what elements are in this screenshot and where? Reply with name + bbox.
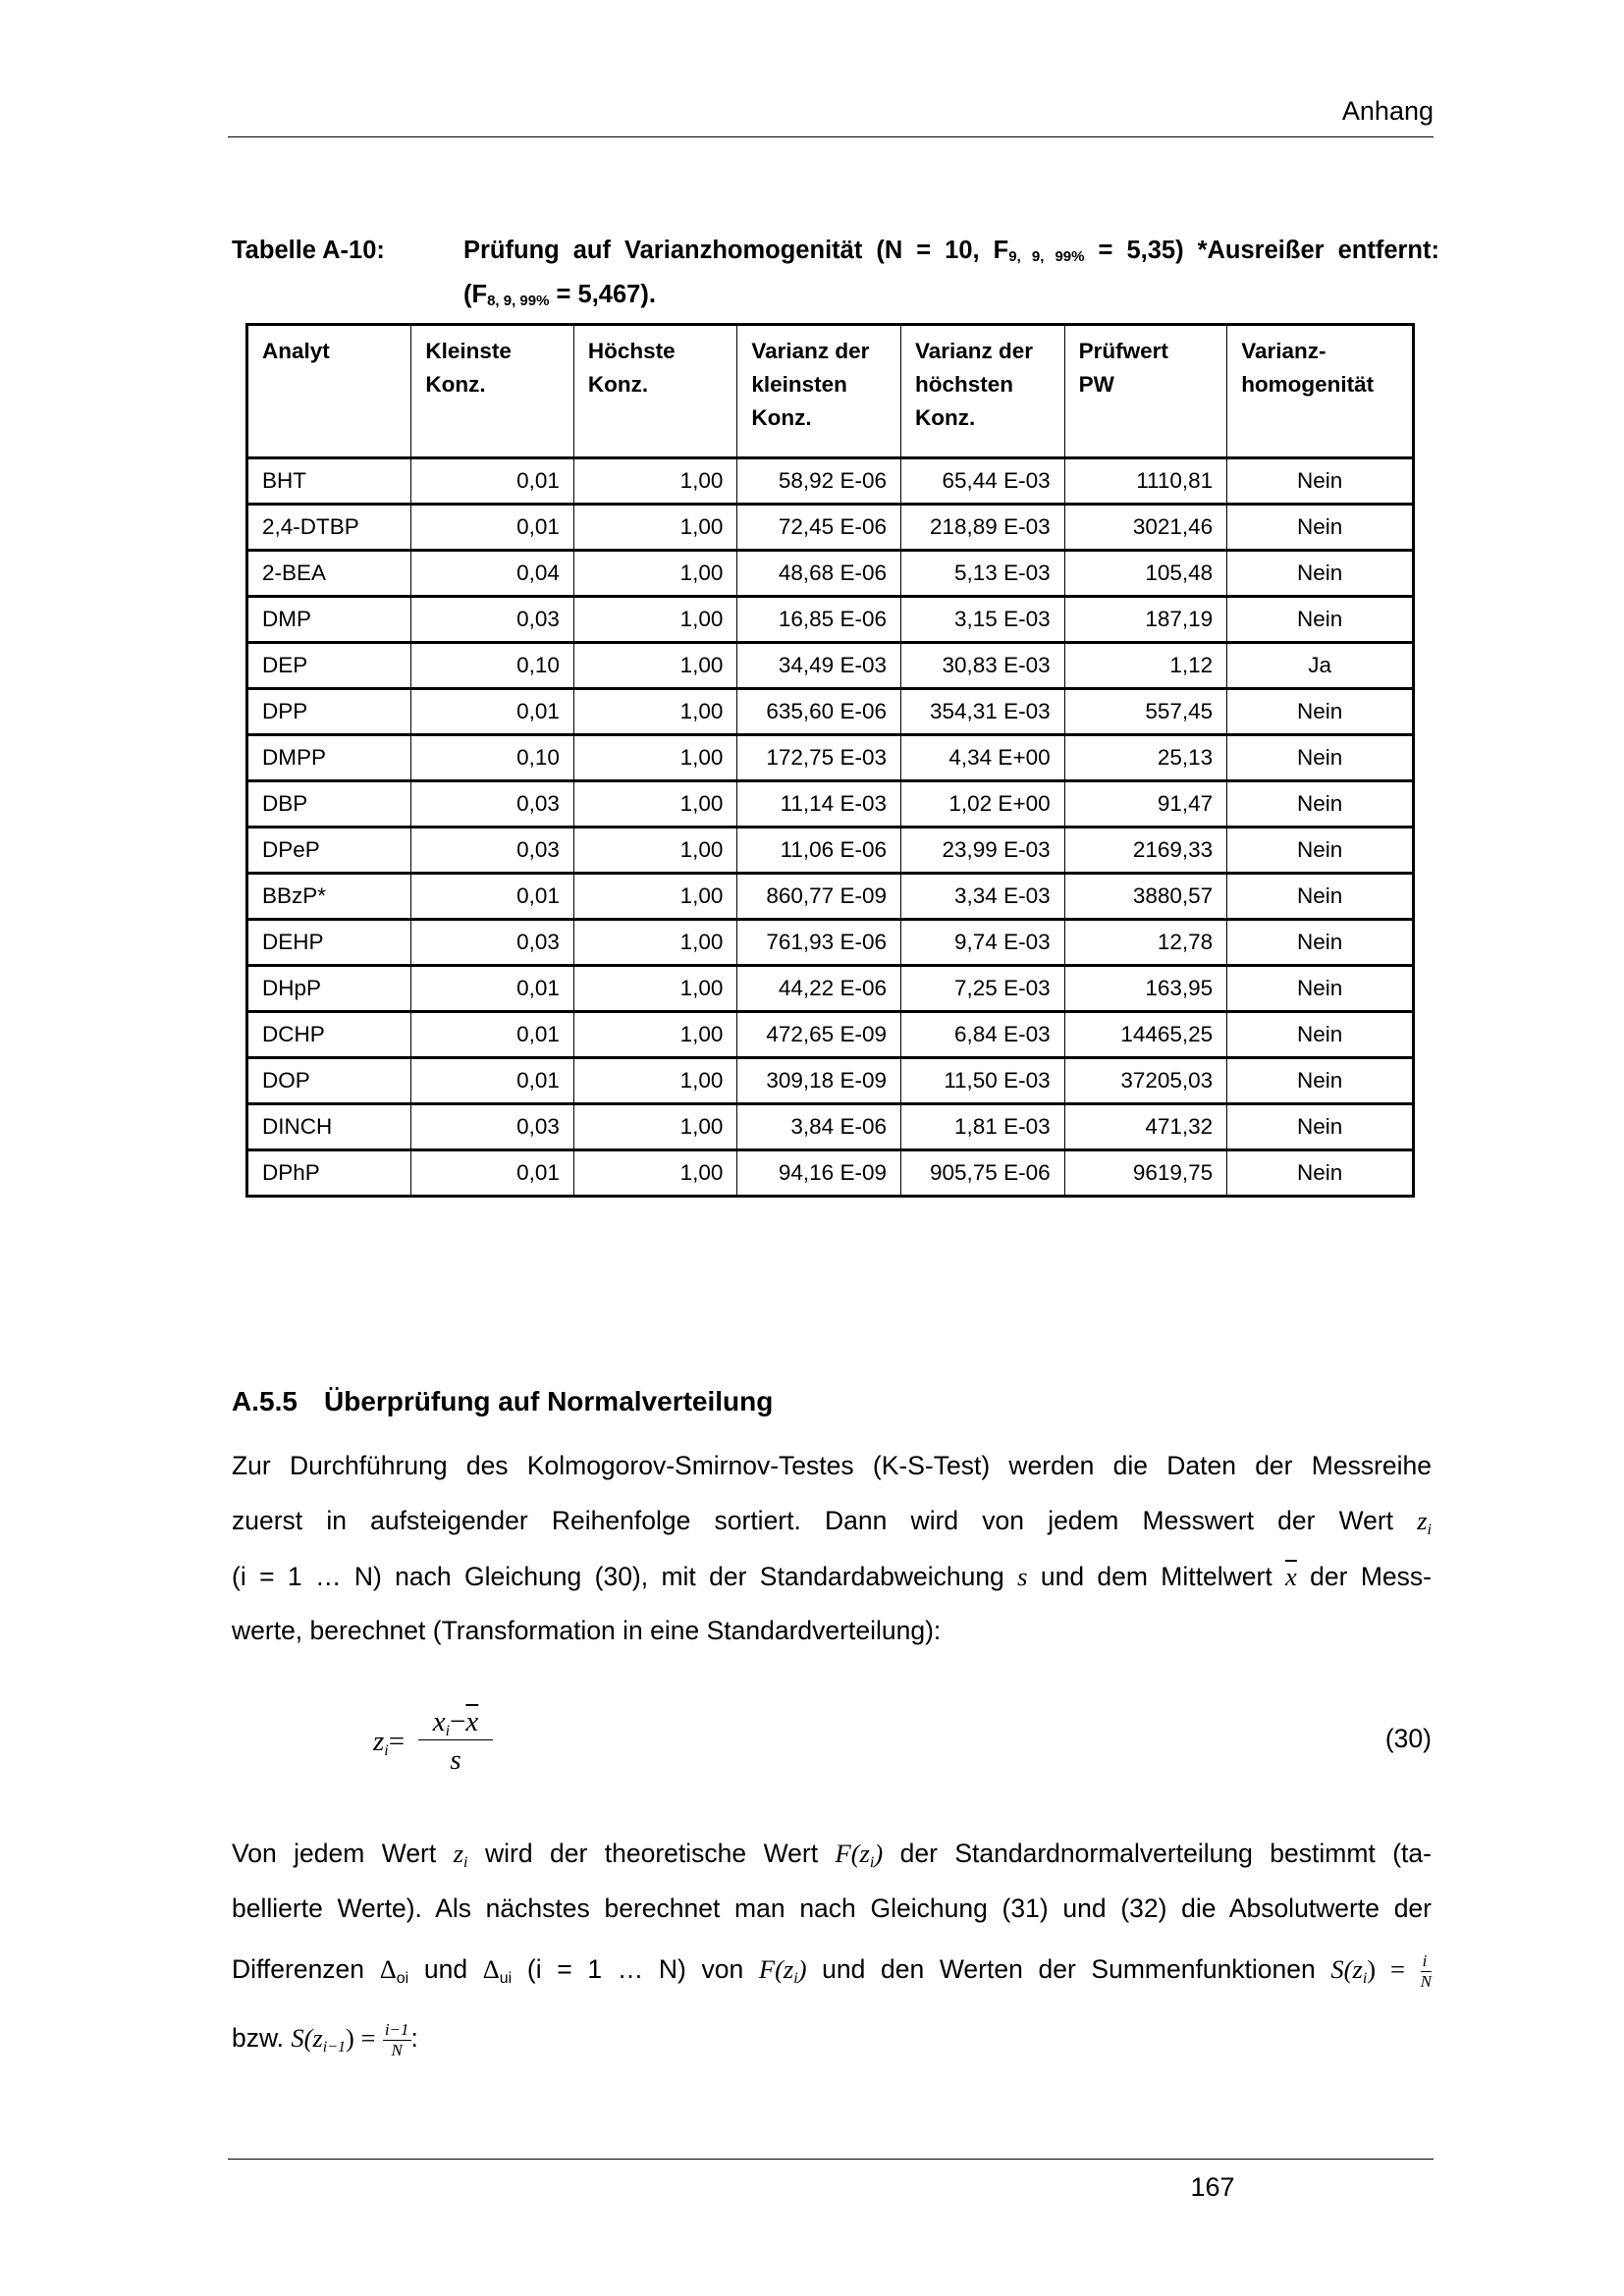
cell-kleinste-konz: 0,01 — [411, 966, 574, 1012]
cell-varianzhomogenitaet: Nein — [1227, 551, 1414, 597]
fraction-denominator: N — [1420, 1971, 1432, 1991]
cell-analyt: 2-BEA — [247, 551, 411, 597]
footer-rule — [228, 2159, 1434, 2160]
minus-sign: − — [450, 1706, 466, 1737]
math-subscript: i — [463, 1854, 468, 1871]
table-row — [247, 1104, 1414, 1150]
equals-sign: = — [388, 1726, 406, 1757]
cell-varianzhomogenitaet: Nein — [1227, 1058, 1414, 1104]
paragraph-line: werte, berechnet (Transformation in eine Standardverteilung): — [232, 1616, 942, 1645]
cell-varianz-hoechste: 4,34 E+00 — [900, 735, 1064, 781]
text-run: der Standardnormalverteilung bestimmt (ta- — [899, 1839, 1432, 1868]
cell-hoechste-konz: 1,00 — [573, 735, 737, 781]
cell-hoechste-konz: 1,00 — [573, 874, 737, 920]
cell-varianzhomogenitaet: Nein — [1227, 689, 1414, 735]
column-header — [900, 325, 1064, 458]
func-S — [1330, 1954, 1405, 1987]
table-body — [247, 458, 1414, 1197]
var-z — [1417, 1506, 1432, 1538]
cell-varianz-kleinste: 860,77 E-09 — [737, 874, 901, 920]
fraction-i-over-N — [1421, 1951, 1432, 1992]
column-header-line: Varianz der — [751, 339, 870, 363]
cell-hoechste-konz: 1,00 — [573, 781, 737, 828]
cell-varianzhomogenitaet: Nein — [1227, 828, 1414, 874]
caption-line-1 — [463, 232, 1439, 276]
table-row — [247, 920, 1414, 966]
math-symbol: ) = — [346, 2023, 376, 2053]
caption-text-part: Prüfung auf Varianzhomogenität (N = 10, F — [463, 237, 1009, 264]
caption-text-part: = 5,467). — [549, 281, 656, 308]
math-subscript: i — [793, 1970, 798, 1987]
cell-pruefwert: 557,45 — [1064, 689, 1227, 735]
math-symbol: z — [1417, 1506, 1428, 1535]
table-header-row — [247, 325, 1414, 458]
table-row — [247, 1058, 1414, 1104]
cell-varianz-kleinste: 11,14 E-03 — [737, 781, 901, 828]
cell-kleinste-konz: 0,10 — [411, 643, 574, 689]
cell-varianz-hoechste: 9,74 E-03 — [900, 920, 1064, 966]
cell-pruefwert: 187,19 — [1064, 597, 1227, 643]
cell-kleinste-konz: 0,01 — [411, 1012, 574, 1058]
cell-varianz-kleinste: 44,22 E-06 — [737, 966, 901, 1012]
cell-varianz-hoechste: 1,81 E-03 — [900, 1104, 1064, 1150]
fraction-numerator: i−1 — [384, 2019, 409, 2039]
fraction-denominator: N — [391, 2040, 403, 2059]
header-rule — [228, 136, 1434, 137]
cell-varianz-kleinste: 48,68 E-06 — [737, 551, 901, 597]
cell-varianzhomogenitaet: Ja — [1227, 643, 1414, 689]
column-header — [737, 325, 901, 458]
cell-kleinste-konz: 0,01 — [411, 874, 574, 920]
paragraph-line — [232, 1949, 1432, 1989]
math-symbol: z — [453, 1839, 464, 1868]
math-subscript: i — [869, 1854, 875, 1871]
cell-kleinste-konz: 0,01 — [411, 689, 574, 735]
cell-hoechste-konz: 1,00 — [573, 966, 737, 1012]
cell-hoechste-konz: 1,00 — [573, 1104, 737, 1150]
column-header-line: Konz. — [914, 405, 976, 430]
cell-varianz-kleinste: 635,60 E-06 — [737, 689, 901, 735]
text-run: : — [410, 2023, 418, 2053]
section-number: A.5.5 — [232, 1386, 298, 1416]
cell-kleinste-konz: 0,03 — [411, 920, 574, 966]
column-header-line: höchsten — [914, 372, 1013, 397]
cell-varianz-kleinste: 3,84 E-06 — [737, 1104, 901, 1150]
column-header-line: Varianz- — [1241, 339, 1326, 363]
cell-kleinste-konz: 0,01 — [411, 505, 574, 551]
cell-kleinste-konz: 0,01 — [411, 458, 574, 505]
cell-hoechste-konz: 1,00 — [573, 597, 737, 643]
caption-text-part: (F — [463, 281, 488, 308]
section-title: Überprüfung auf Normalverteilung — [324, 1386, 774, 1416]
math-symbol: Δ — [482, 1954, 500, 1984]
cell-varianzhomogenitaet: Nein — [1227, 781, 1414, 828]
text-run: (i = 1 … N) nach Gleichung (30), mit der Standardabweichung — [232, 1562, 1004, 1591]
cell-varianz-kleinste: 11,06 E-06 — [737, 828, 901, 874]
cell-pruefwert: 3021,46 — [1064, 505, 1227, 551]
cell-varianzhomogenitaet: Nein — [1227, 920, 1414, 966]
fraction-denominator: s — [450, 1744, 461, 1776]
variance-homogeneity-table — [245, 323, 1415, 1198]
cell-analyt: DEP — [247, 643, 411, 689]
cell-analyt: DMP — [247, 597, 411, 643]
math-symbol: ) — [797, 1954, 807, 1984]
cell-pruefwert: 2169,33 — [1064, 828, 1227, 874]
table-row — [247, 735, 1414, 781]
cell-pruefwert: 14465,25 — [1064, 1012, 1227, 1058]
cell-pruefwert: 25,13 — [1064, 735, 1227, 781]
math-subscript: i−1 — [322, 2039, 347, 2056]
column-header-line: homogenität — [1241, 372, 1375, 397]
cell-analyt: DPeP — [247, 828, 411, 874]
table-row — [247, 597, 1414, 643]
cell-pruefwert: 163,95 — [1064, 966, 1227, 1012]
cell-varianzhomogenitaet: Nein — [1227, 1150, 1414, 1197]
cell-pruefwert: 1110,81 — [1064, 458, 1227, 505]
paragraph-line: bellierte Werte). Als nächstes berechnet man nach Gleichung (31) und (32) die Absolutwerte der — [232, 1894, 1432, 1923]
math-subscript: oi — [396, 1970, 409, 1987]
table-row — [247, 1012, 1414, 1058]
equation-fraction — [418, 1704, 493, 1776]
delta-ui — [482, 1954, 513, 1987]
text-run: der Mess- — [1310, 1562, 1432, 1591]
cell-hoechste-konz: 1,00 — [573, 689, 737, 735]
cell-varianz-hoechste: 7,25 E-03 — [900, 966, 1064, 1012]
cell-pruefwert: 1,12 — [1064, 643, 1227, 689]
cell-hoechste-konz: 1,00 — [573, 828, 737, 874]
paragraph-line — [232, 2018, 1432, 2057]
table-row — [247, 874, 1414, 920]
text-run: wird der theoretische Wert — [484, 1839, 819, 1868]
math-symbol: ) — [874, 1839, 884, 1868]
cell-analyt: DEHP — [247, 920, 411, 966]
table-row — [247, 966, 1414, 1012]
column-header — [247, 325, 411, 458]
column-header-line: Konz. — [587, 372, 649, 397]
var-s: s — [1017, 1562, 1028, 1591]
table-row — [247, 551, 1414, 597]
cell-varianz-hoechste: 23,99 E-03 — [900, 828, 1064, 874]
math-symbol: F(z — [758, 1954, 794, 1984]
cell-kleinste-konz: 0,10 — [411, 735, 574, 781]
math-symbol: x — [432, 1706, 446, 1737]
cell-analyt: 2,4-DTBP — [247, 505, 411, 551]
cell-pruefwert: 105,48 — [1064, 551, 1227, 597]
cell-varianz-kleinste: 309,18 E-09 — [737, 1058, 901, 1104]
math-symbol: S(z — [1330, 1954, 1363, 1984]
caption-subscript: 8, 9, 99% — [487, 293, 550, 309]
cell-hoechste-konz: 1,00 — [573, 1012, 737, 1058]
cell-hoechste-konz: 1,00 — [573, 643, 737, 689]
running-header: Anhang — [1341, 96, 1434, 126]
column-header-line: Konz. — [425, 372, 486, 397]
cell-kleinste-konz: 0,01 — [411, 1150, 574, 1197]
cell-varianz-kleinste: 58,92 E-06 — [737, 458, 901, 505]
equation-lhs — [373, 1726, 405, 1760]
cell-kleinste-konz: 0,04 — [411, 551, 574, 597]
paragraph-line — [232, 1834, 1432, 1873]
cell-hoechste-konz: 1,00 — [573, 551, 737, 597]
cell-pruefwert: 9619,75 — [1064, 1150, 1227, 1197]
caption-subscript: 9, 9, 99% — [1008, 248, 1085, 265]
cell-varianz-hoechste: 5,13 E-03 — [900, 551, 1064, 597]
cell-varianz-hoechste: 3,34 E-03 — [900, 874, 1064, 920]
paragraph-line: Zur Durchführung des Kolmogorov-Smirnov-Testes (K-S-Test) werden die Daten der Messreihe — [232, 1451, 1432, 1480]
text-run: bzw. — [232, 2023, 285, 2053]
column-header — [1064, 325, 1227, 458]
cell-varianzhomogenitaet: Nein — [1227, 735, 1414, 781]
column-header-line: Varianz der — [914, 339, 1034, 363]
column-header — [411, 325, 574, 458]
cell-varianzhomogenitaet: Nein — [1227, 1104, 1414, 1150]
text-run: und den Werten der Summenfunktionen — [822, 1954, 1316, 1984]
cell-analyt: DOP — [247, 1058, 411, 1104]
table-row — [247, 505, 1414, 551]
cell-kleinste-konz: 0,03 — [411, 828, 574, 874]
table-row — [247, 1150, 1414, 1197]
cell-varianz-hoechste: 354,31 E-03 — [900, 689, 1064, 735]
cell-kleinste-konz: 0,03 — [411, 1104, 574, 1150]
cell-analyt: DHpP — [247, 966, 411, 1012]
text-run: Differenzen — [232, 1954, 365, 1984]
cell-varianzhomogenitaet: Nein — [1227, 874, 1414, 920]
cell-analyt: DPP — [247, 689, 411, 735]
cell-varianz-kleinste: 16,85 E-06 — [737, 597, 901, 643]
cell-varianz-hoechste: 905,75 E-06 — [900, 1150, 1064, 1197]
column-header-line: Analyt — [262, 339, 330, 363]
math-symbol: z — [373, 1726, 385, 1757]
cell-varianz-kleinste: 72,45 E-06 — [737, 505, 901, 551]
column-header-line: Höchste — [587, 339, 676, 363]
cell-varianz-hoechste: 218,89 E-03 — [900, 505, 1064, 551]
cell-varianz-hoechste: 3,15 E-03 — [900, 597, 1064, 643]
cell-analyt: BBzP* — [247, 874, 411, 920]
math-subscript: ui — [499, 1970, 513, 1987]
cell-analyt: DMPP — [247, 735, 411, 781]
table-row — [247, 643, 1414, 689]
cell-hoechste-konz: 1,00 — [573, 458, 737, 505]
cell-varianzhomogenitaet: Nein — [1227, 1012, 1414, 1058]
math-symbol: Δ — [379, 1954, 397, 1984]
fraction-i-minus-1-over-N — [383, 2020, 411, 2060]
caption-line-2 — [463, 276, 1439, 320]
cell-varianz-kleinste: 172,75 E-03 — [737, 735, 901, 781]
text-run: und dem Mittelwert — [1040, 1562, 1272, 1591]
cell-varianz-hoechste: 1,02 E+00 — [900, 781, 1064, 828]
column-header-line: Konz. — [751, 405, 812, 430]
column-header-line: PW — [1078, 372, 1114, 397]
math-subscript: i — [1427, 1522, 1432, 1538]
column-header-line: Prüfwert — [1078, 339, 1168, 363]
table-row — [247, 689, 1414, 735]
cell-analyt: DBP — [247, 781, 411, 828]
cell-varianz-kleinste: 34,49 E-03 — [737, 643, 901, 689]
cell-hoechste-konz: 1,00 — [573, 920, 737, 966]
column-header-line: Kleinste — [425, 339, 512, 363]
text-run: Von jedem Wert — [232, 1839, 437, 1868]
cell-pruefwert: 3880,57 — [1064, 874, 1227, 920]
caption-text-part: = 5,35) *Ausreißer entfernt: — [1084, 237, 1439, 264]
table-row — [247, 458, 1414, 505]
math-symbol: ) = — [1367, 1954, 1405, 1984]
delta-oi — [379, 1954, 409, 1987]
cell-varianzhomogenitaet: Nein — [1227, 505, 1414, 551]
func-S — [291, 2023, 376, 2056]
cell-pruefwert: 37205,03 — [1064, 1058, 1227, 1104]
text-run: zuerst in aufsteigender Reihenfolge sortiert. Dann wird von jedem Messwert der Wert — [232, 1506, 1394, 1535]
math-subscript: i — [445, 1723, 451, 1739]
caption-text — [463, 232, 1439, 320]
page-number: 167 — [1190, 2172, 1235, 2202]
cell-analyt: BHT — [247, 458, 411, 505]
math-symbol: F(z — [835, 1839, 870, 1868]
paragraph-line — [232, 1557, 1432, 1596]
cell-analyt: DCHP — [247, 1012, 411, 1058]
caption-label: Tabelle A-10: — [232, 237, 385, 264]
cell-varianzhomogenitaet: Nein — [1227, 597, 1414, 643]
math-symbol: S(z — [291, 2023, 323, 2053]
cell-varianz-hoechste: 30,83 E-03 — [900, 643, 1064, 689]
cell-varianzhomogenitaet: Nein — [1227, 458, 1414, 505]
cell-pruefwert: 91,47 — [1064, 781, 1227, 828]
column-header — [1227, 325, 1414, 458]
cell-kleinste-konz: 0,01 — [411, 1058, 574, 1104]
equation-number: (30) — [1384, 1724, 1432, 1753]
cell-hoechste-konz: 1,00 — [573, 505, 737, 551]
column-header-line: kleinsten — [751, 372, 847, 397]
fraction-numerator — [418, 1704, 493, 1740]
section-heading — [232, 1386, 773, 1417]
equation-30 — [373, 1704, 501, 1783]
var-xbar: $\overline{x}$ — [1285, 1562, 1297, 1591]
cell-varianz-kleinste: 472,65 E-09 — [737, 1012, 901, 1058]
column-header — [573, 325, 737, 458]
cell-hoechste-konz: 1,00 — [573, 1058, 737, 1104]
cell-kleinste-konz: 0,03 — [411, 781, 574, 828]
cell-pruefwert: 12,78 — [1064, 920, 1227, 966]
cell-varianz-kleinste: 94,16 E-09 — [737, 1150, 901, 1197]
var-z — [453, 1839, 468, 1871]
table-row — [247, 781, 1414, 828]
text-run: (i = 1 … N) von — [526, 1954, 744, 1984]
cell-hoechste-konz: 1,00 — [573, 1150, 737, 1197]
cell-analyt: DPhP — [247, 1150, 411, 1197]
paragraph-line — [232, 1501, 1432, 1540]
cell-kleinste-konz: 0,03 — [411, 597, 574, 643]
math-subscript: i — [1362, 1970, 1368, 1987]
func-F — [835, 1839, 884, 1871]
cell-varianz-hoechste: 6,84 E-03 — [900, 1012, 1064, 1058]
cell-varianz-hoechste: 11,50 E-03 — [900, 1058, 1064, 1104]
cell-analyt: DINCH — [247, 1104, 411, 1150]
cell-varianzhomogenitaet: Nein — [1227, 966, 1414, 1012]
math-subscript: i — [384, 1742, 389, 1759]
cell-varianz-kleinste: 761,93 E-06 — [737, 920, 901, 966]
cell-varianz-hoechste: 65,44 E-03 — [900, 458, 1064, 505]
table-row — [247, 828, 1414, 874]
math-symbol: $\overline{x}$ — [465, 1706, 479, 1737]
fraction-numerator: i — [1421, 1951, 1432, 1972]
text-run: und — [423, 1954, 468, 1984]
func-F — [758, 1954, 807, 1987]
cell-pruefwert: 471,32 — [1064, 1104, 1227, 1150]
